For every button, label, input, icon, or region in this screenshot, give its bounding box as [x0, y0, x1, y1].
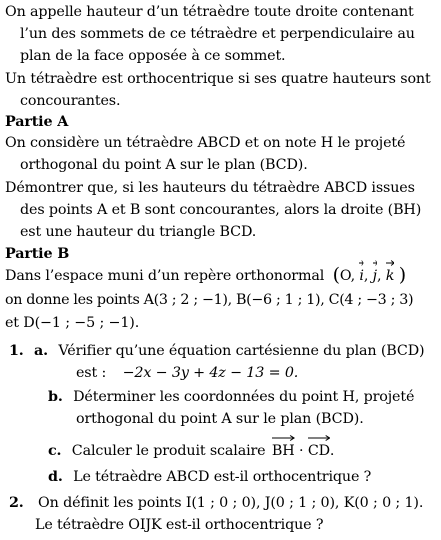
question-1c — [48, 441, 334, 462]
part-b-line-2: on donne les points A(3 ; 2 ; −1), B(−6 ; 1 ; 1), C(4 ; −3 ; 3) — [5, 292, 414, 308]
part-b-line-1-text: Dans l’espace muni d’un repère orthonormal — [5, 268, 325, 284]
part-a-line-5: est une hauteur du triangle BCD. — [20, 224, 257, 240]
part-b-line-1 — [5, 266, 406, 287]
part-a-line-3: Démontrer que, si les hauteurs du tétraèdre ABCD issues — [5, 180, 415, 196]
vector-j: j — [373, 266, 377, 287]
part-a-title: Partie A — [5, 114, 69, 130]
question-1-number: 1. — [9, 343, 24, 359]
intro-line-1: On appelle hauteur d’un tétraèdre toute droite contenant — [5, 4, 414, 20]
frame-comma-2: , — [376, 268, 382, 284]
question-1d-label: d. — [48, 469, 63, 485]
vector-cd: CD — [308, 441, 330, 462]
part-b-line-3: et D(−1 ; −5 ; −1). — [5, 315, 140, 331]
frame-open-paren: ( — [332, 264, 340, 286]
question-1a-equation-line — [76, 363, 298, 384]
vector-arrow-icon — [386, 259, 395, 267]
intro-line-3: plan de la face opposée à ce sommet. — [20, 48, 286, 64]
part-a-line-4: des points A et B sont concourantes, alors la droite (BH) — [20, 202, 422, 218]
vector-arrow-icon — [359, 259, 363, 267]
vector-bh: BH — [272, 441, 295, 462]
question-2-line-2: Le tétraèdre OIJK est-il orthocentrique ? — [35, 517, 324, 533]
question-1b-line-2: orthogonal du point A sur le plan (BCD). — [76, 411, 364, 427]
vector-arrow-icon — [373, 259, 377, 267]
question-1d — [48, 467, 371, 488]
plane-equation: −2x − 3y + 4z − 13 = 0. — [122, 365, 299, 381]
frame-close-paren: ) — [398, 264, 406, 286]
question-1a-text: Vérifier qu’une équation cartésienne du plan (BCD) — [58, 343, 425, 359]
question-1c-period: . — [329, 443, 335, 459]
question-1b-text-1: Déterminer les coordonnées du point H, projeté — [73, 389, 415, 405]
part-a-line-2: orthogonal du point A sur le plan (BCD). — [20, 157, 308, 173]
vector-i: i — [359, 266, 363, 287]
part-a-line-1: On considère un tétraèdre ABCD et on note H le projeté — [5, 135, 406, 151]
intro-line-4: Un tétraèdre est orthocentrique si ses quatre hauteurs sont — [5, 71, 431, 87]
question-1b-line-1 — [48, 387, 414, 408]
vector-k: k — [386, 266, 395, 287]
question-1c-label: c. — [48, 443, 62, 459]
intro-line-5: concourantes. — [20, 93, 121, 109]
question-1a-label: a. — [34, 343, 48, 359]
dot-product-symbol: · — [299, 443, 304, 459]
part-b-title: Partie B — [5, 246, 70, 262]
orthonormal-frame — [332, 264, 406, 286]
question-2-line-1 — [9, 493, 423, 514]
question-2-number: 2. — [9, 495, 24, 511]
vector-arrow-icon — [272, 434, 295, 442]
question-2-text-1: On définit les points I(1 ; 0 ; 0), J(0 ; 1 ; 0), K(0 ; 0 ; 1). — [38, 495, 424, 511]
vector-arrow-icon — [308, 434, 330, 442]
frame-origin: O, — [339, 268, 355, 284]
frame-comma-1: , — [363, 268, 369, 284]
question-1a — [9, 341, 424, 362]
intro-line-2: l’un des sommets de ce tétraèdre et perpendiculaire au — [20, 26, 415, 42]
question-1c-text: Calculer le produit scalaire — [71, 443, 266, 459]
question-1b-label: b. — [48, 389, 63, 405]
question-1d-text: Le tétraèdre ABCD est-il orthocentrique ? — [73, 469, 372, 485]
question-1a-est: est : — [76, 365, 107, 381]
